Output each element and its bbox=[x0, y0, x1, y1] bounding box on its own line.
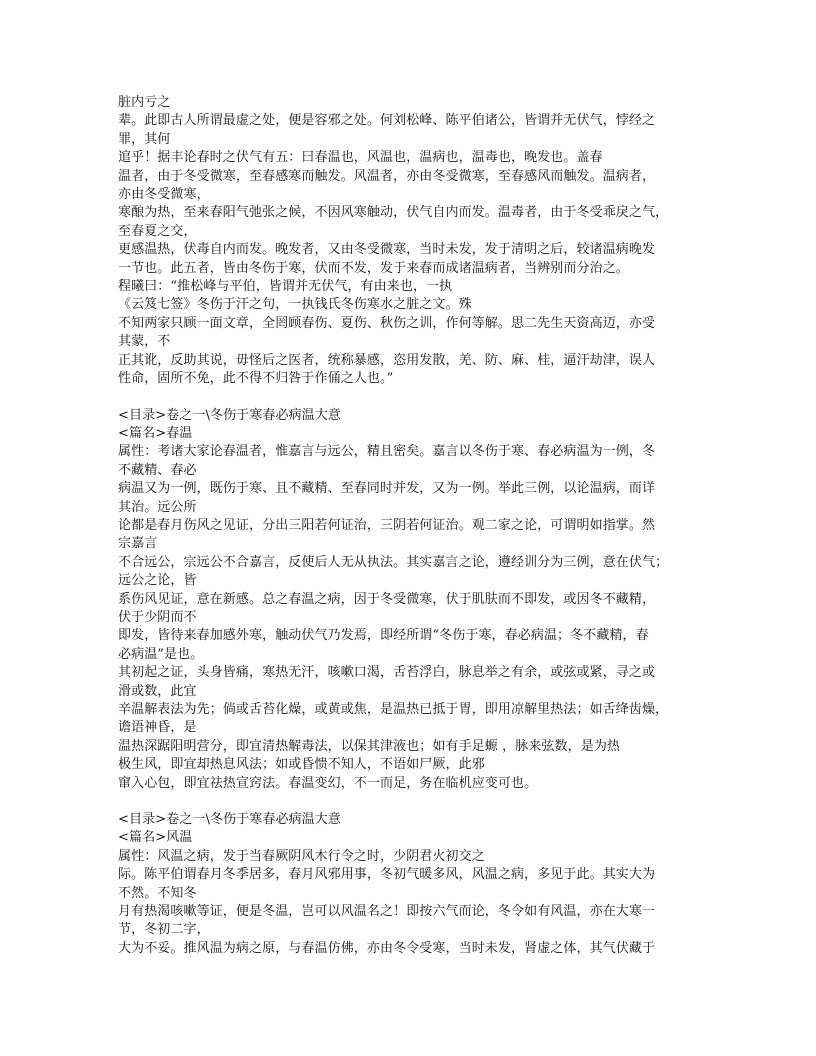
text-line: 极生风，即宜却热息风法；如或昏愦不知人，不语如尸厥，此邪 bbox=[118, 757, 485, 773]
text-line: <目录>卷之一\冬伤于寒春必病温大意 bbox=[118, 812, 341, 828]
text-line: 其治。远公所 bbox=[118, 499, 197, 515]
text-line: 论都是春月伤风之见证，分出三阳若何证治，三阴若何证治。观二家之论，可谓明如指掌。然 bbox=[118, 517, 656, 533]
text-line: 至春夏之交， bbox=[118, 223, 197, 239]
text-line: <目录>卷之一\冬伤于寒春必病温大意 bbox=[118, 407, 341, 423]
text-line: 温热深踞阳明营分，即宜清热解毒法，以保其津液也；如有手足螈 ，脉来弦数，是为热 bbox=[118, 738, 621, 754]
text-line: 《云笈七签》冬伤于汗之句，一执钱氏冬伤寒水之脏之文。殊 bbox=[118, 297, 472, 313]
text-line: 不藏精、春必 bbox=[118, 462, 197, 478]
text-line: 滑或数，此宜 bbox=[118, 683, 197, 699]
text-line: 即发，皆待来春加感外寒，触动伏气乃发焉，即经所谓“冬伤于寒，春必病温；冬不藏精，春 bbox=[118, 628, 649, 644]
text-line: 远公之论，皆 bbox=[118, 573, 197, 589]
text-line: 辛温解表法为先；倘或舌苔化燥，或黄或焦，是温热已抵于胃，即用凉解里热法；如舌绛齿燥， bbox=[118, 702, 669, 717]
text-line: 大为不妥。推风温为病之原，与春温仿佛，亦由冬令受寒，当时未发，肾虚之体，其气伏藏于 bbox=[118, 940, 656, 956]
text-line: 寒酿为热，至来春阳气弛张之候，不因风寒触动，伏气自内而发。温毒者，由于冬受乖戾之气， bbox=[118, 205, 669, 221]
blank-line bbox=[118, 793, 698, 811]
text-line: 温者，由于冬受微寒，至春感寒而触发。风温者，亦由冬受微寒，至春感风而触发。温病者， bbox=[118, 168, 656, 184]
text-line: 程曦曰：“推松峰与平伯，皆谓并无伏气，有由来也，一执 bbox=[118, 279, 453, 295]
text-line: 正其讹，反助其说，毋怪后之医者，统称暴感，恣用发散，羌、防、麻、桂，逼汗劫津，误人 bbox=[118, 352, 656, 368]
text-line: 系伤风见证，意在新感。总之春温之病，因于冬受微寒，伏于肌肤而不即发，或因冬不藏精， bbox=[118, 591, 656, 607]
text-line: 属性：风温之病，发于当春厥阴风木行令之时，少阴君火初交之 bbox=[118, 848, 485, 864]
text-line: 性命，固所不免，此不得不归咎于作俑之人也。” bbox=[118, 371, 394, 387]
text-line: 脏内亏之 bbox=[118, 95, 171, 110]
text-line: 不知两家只顾一面文章，全罔顾春伤、夏伤、秋伤之训，作何等解。思二先生天资高迈，亦受 bbox=[118, 315, 656, 331]
text-line: 亦由冬受微寒， bbox=[118, 187, 210, 203]
text-line: <篇名>风温 bbox=[118, 830, 193, 846]
text-line: 际。陈平伯谓春月冬季居多，春月风邪用事，冬初气暖多风，风温之病，多见于此。其实大为 bbox=[118, 867, 656, 883]
text-line: 窜入心包，即宜祛热宣窍法。春温变幻，不一而足，务在临机应变可也。 bbox=[118, 775, 538, 791]
text-line: 伏于少阴而不 bbox=[118, 609, 197, 625]
text-line: 不合远公，宗远公不合嘉言，反使后人无从执法。其实嘉言之论，遵经训分为三例，意在伏气； bbox=[118, 554, 669, 570]
text-line: 其初起之证，头身皆痛，寒热无汗，咳嗽口渴，舌苔浮白，脉息举之有余，或弦或紧，寻之或 bbox=[118, 665, 656, 681]
text-line: 更感温热，伏毒自内而发。晚发者，又由冬受微寒，当时未发，发于清明之后，较诸温病晚发 bbox=[118, 242, 656, 258]
text-line: 谵语神昏，是 bbox=[118, 720, 197, 736]
text-line: 宗嘉言 bbox=[118, 536, 158, 552]
text-line: 其蒙，不 bbox=[118, 334, 171, 350]
text-line: 月有热渴咳嗽等证，便是冬温，岂可以风温名之！即按六气而论，冬令如有风温，亦在大寒一 bbox=[118, 904, 656, 920]
text-line: <篇名>春温 bbox=[118, 425, 193, 441]
text-line: 不然。不知冬 bbox=[118, 885, 197, 901]
text-line: 属性：考诸大家论春温者，惟嘉言与远公，精且密矣。嘉言以冬伤于寒、春必病温为一例，冬 bbox=[118, 444, 656, 460]
text-line: 逭乎！据丰论春时之伏气有五：曰春温也，风温也，温病也，温毒也，晚发也。盖春 bbox=[118, 150, 603, 166]
text-line: 病温又为一例，既伤于寒、且不藏精、至春同时并发，又为一例。举此三例，以论温病，而详 bbox=[118, 481, 656, 497]
text-line: 辈。此即古人所谓最虚之处，便是容邪之处。何刘松峰、陈平伯诸公，皆谓并无伏气，悖经之 bbox=[118, 113, 656, 129]
text-line: 必病温”是也。 bbox=[118, 646, 204, 662]
text-line: 一节也。此五者，皆由冬伤于寒，伏而不发，发于来春而成诸温病者，当辨别而分治之。 bbox=[118, 260, 629, 276]
blank-line bbox=[118, 389, 698, 407]
document-page bbox=[118, 94, 698, 958]
text-line: 罪，其何 bbox=[118, 131, 171, 147]
text-line: 节，冬初二字， bbox=[118, 922, 210, 938]
